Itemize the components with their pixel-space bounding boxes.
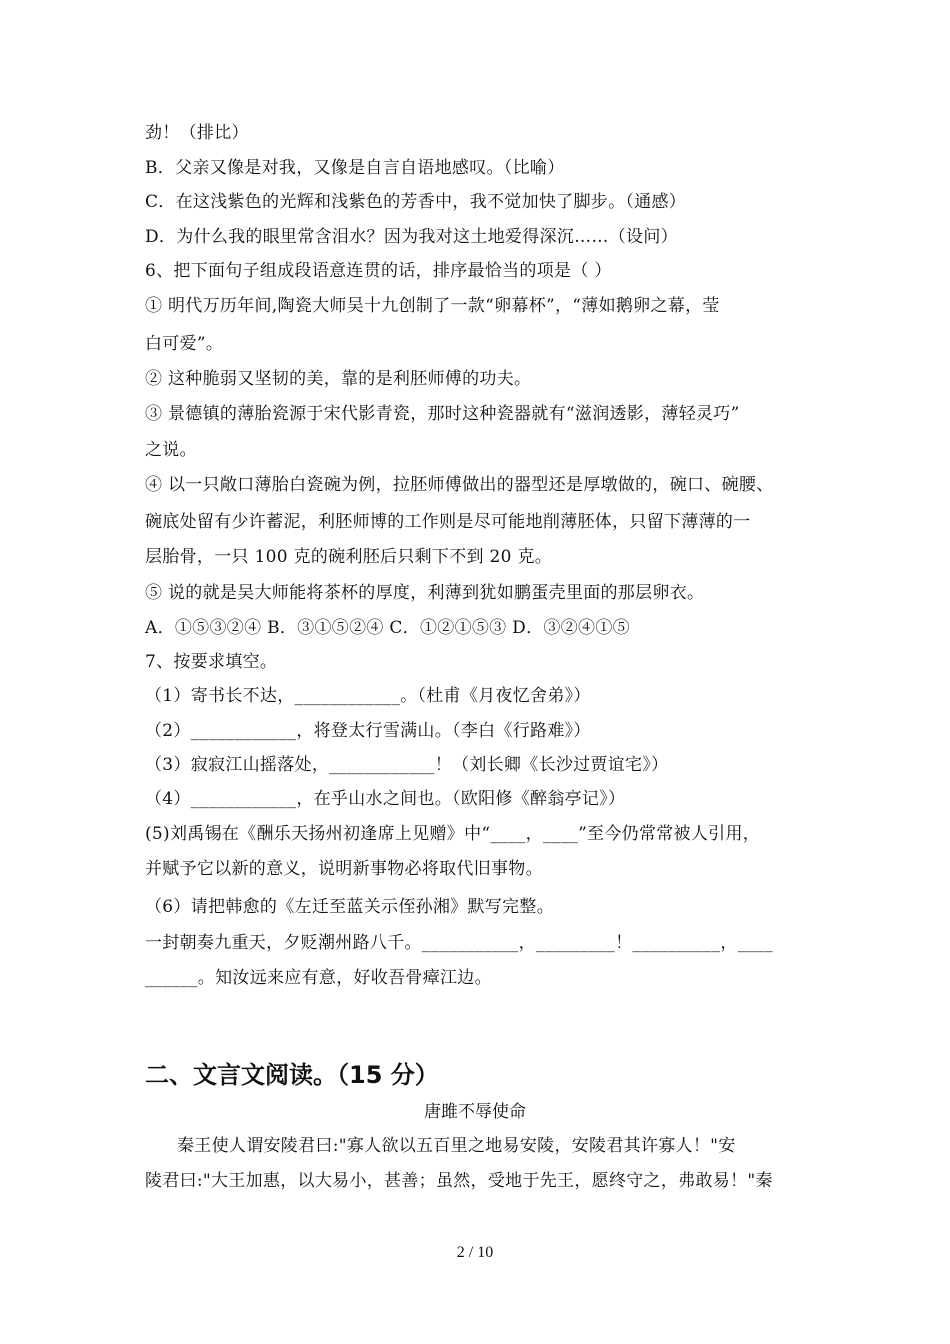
fill-item-5-cont: 并赋予它以新的意义，说明新事物必将取代旧事物。 bbox=[145, 859, 543, 879]
passage-line: 陵君曰:"大王加惠，以大易小，甚善；虽然，受地于先王，愿终守之，弗敢易！"秦 bbox=[145, 1171, 773, 1191]
option-d: D．为什么我的眼里常含泪水？因为我对这土地爱得深沉……（设问） bbox=[145, 227, 678, 247]
option-c: C．在这浅紫色的光辉和浅紫色的芳香中，我不觉加快了脚步。（通感） bbox=[145, 192, 687, 212]
passage-line: 秦王使人谓安陵君曰:"寡人欲以五百里之地易安陵，安陵君其许寡人！"安 bbox=[177, 1136, 736, 1156]
fill-item-5: (5)刘禹锡在《酬乐天扬州初逢席上见赠》中“____，____”至今仍常常被人引用， bbox=[145, 824, 761, 844]
sentence-4-cont: 碗底处留有少许蓄泥，利胚师博的工作则是尽可能地削薄胚体，只留下薄薄的一 bbox=[145, 512, 751, 532]
fill-item-6: （6）请把韩愈的《左迁至蓝关示侄孙湘》默写完整。 bbox=[145, 897, 555, 917]
sentence-2: ② 这种脆弱又坚韧的美，靠的是利胚师傅的功夫。 bbox=[145, 369, 532, 389]
section-heading: 二、文言文阅读。（15 分） bbox=[145, 1061, 439, 1089]
sentence-1-cont: 白可爱”。 bbox=[145, 334, 224, 354]
sentence-3-cont: 之说。 bbox=[145, 440, 197, 460]
sentence-3: ③ 景德镇的薄胎瓷源于宋代影青瓷，那时这种瓷器就有“滋润透影，薄轻灵巧” bbox=[145, 404, 740, 424]
poem-line-cont: ______。知汝远来应有意，好收吾骨瘴江边。 bbox=[145, 968, 492, 988]
poem-line: 一封朝奏九重天，夕贬潮州路八千。___________，_________！__________，____ bbox=[145, 933, 773, 953]
sentence-4-cont2: 层胎骨，一只 100 克的碗利胚后只剩下不到 20 克。 bbox=[145, 547, 553, 567]
question-6: 6、把下面句子组成段语意连贯的话，排序最恰当的项是（ ） bbox=[145, 261, 612, 281]
question-7: 7、按要求填空。 bbox=[145, 652, 278, 672]
page-number: 2 / 10 bbox=[456, 1244, 494, 1261]
fill-item-1: （1）寄书长不达，____________。（杜甫《月夜忆舍弟》） bbox=[145, 686, 591, 706]
fill-item-4: （4）____________，在乎山水之间也。（欧阳修《醉翁亭记》） bbox=[145, 789, 626, 809]
text-line: 劲！（排比） bbox=[145, 123, 249, 143]
fill-item-2: （2）____________，将登太行雪满山。（李白《行路难》） bbox=[145, 721, 591, 741]
sentence-4: ④ 以一只敞口薄胎白瓷碗为例，拉胚师傅做出的器型还是厚墩做的，碗口、碗腰、 bbox=[145, 475, 774, 495]
option-b: B．父亲又像是对我，又像是自言自语地感叹。（比喻） bbox=[145, 158, 565, 178]
answer-options: A．①⑤③②④ B．③①⑤②④ C．①②①⑤③ D．③②④①⑤ bbox=[145, 618, 630, 638]
sentence-1: ① 明代万历年间,陶瓷大师吴十九创制了一款“卵幕杯”，“薄如鹅卵之幕，莹 bbox=[145, 296, 720, 316]
sentence-5: ⑤ 说的就是吴大师能将茶杯的厚度，利薄到犹如鹏蛋壳里面的那层卵衣。 bbox=[145, 583, 705, 603]
passage-title: 唐雎不辱使命 bbox=[424, 1102, 526, 1122]
fill-item-3: （3）寂寂江山摇落处，____________！（刘长卿《长沙过贾谊宅》） bbox=[145, 755, 669, 775]
